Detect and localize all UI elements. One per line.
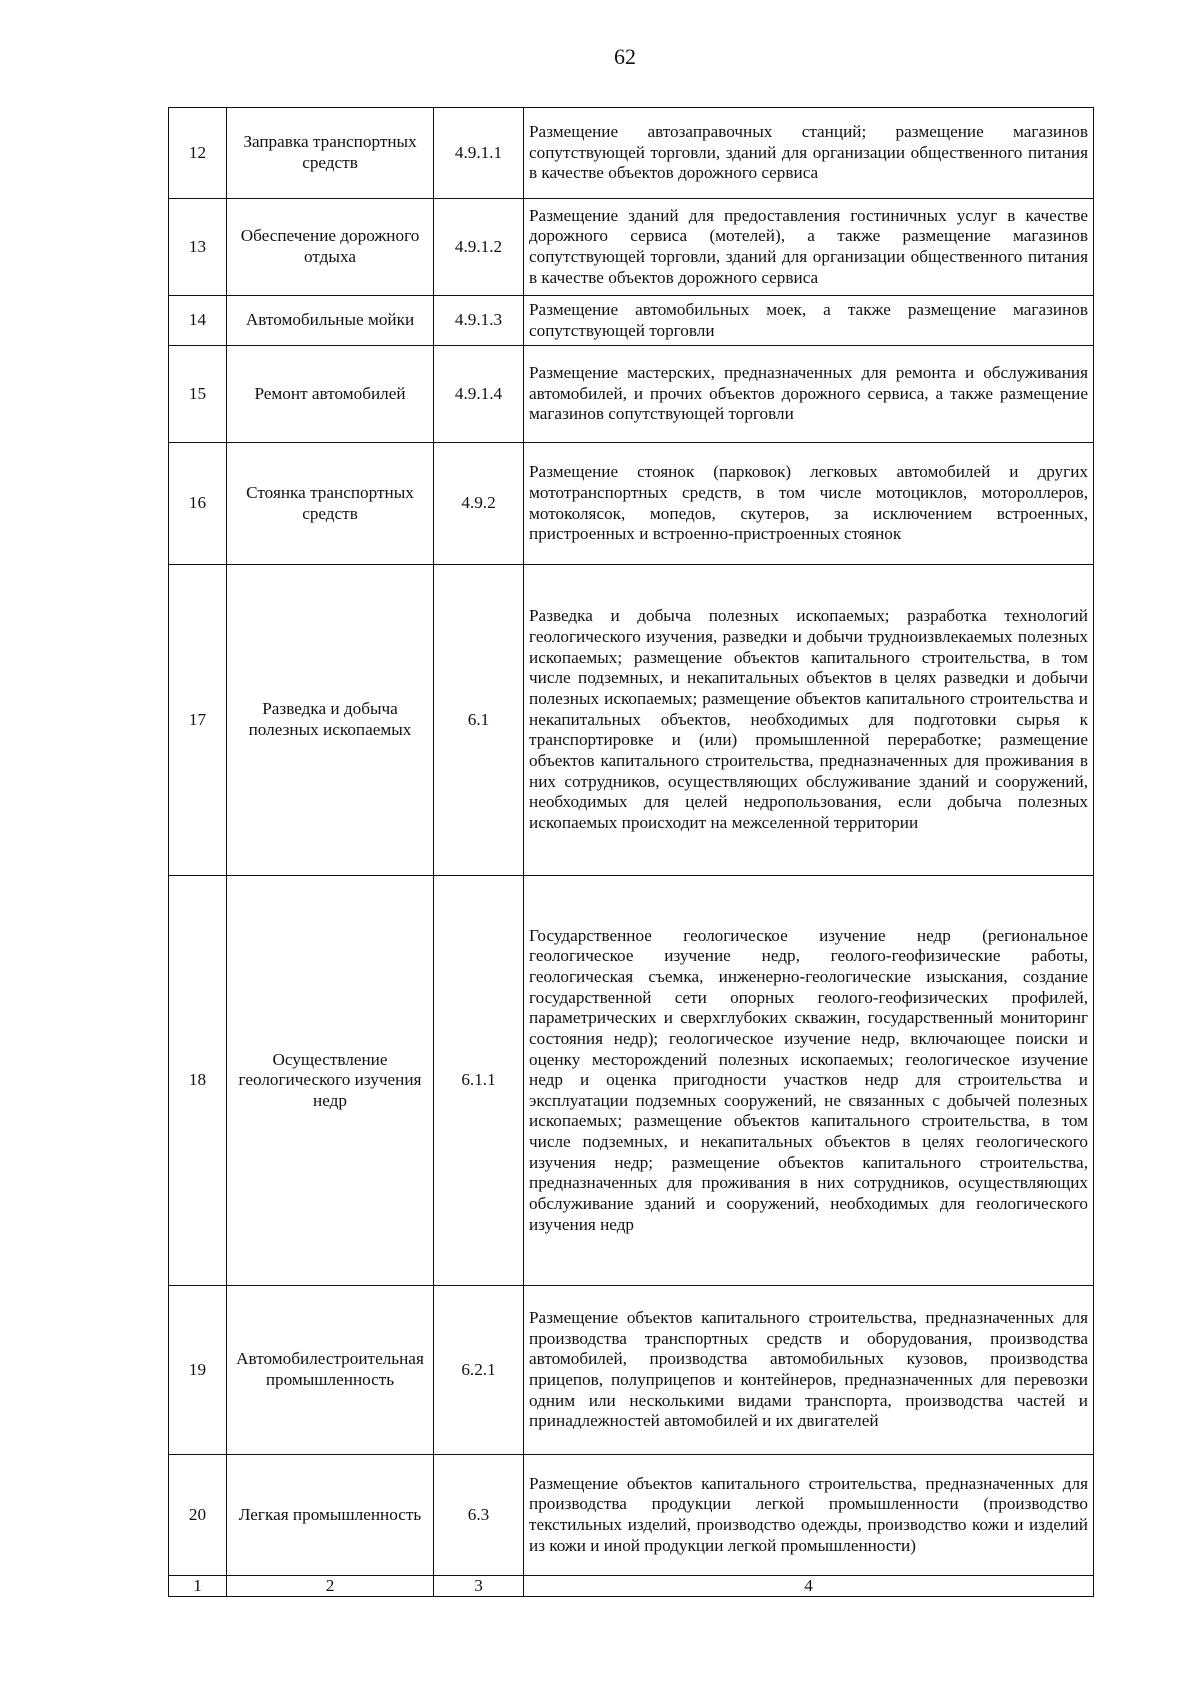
row-number: 19 <box>169 1286 227 1455</box>
use-type-code: 4.9.2 <box>434 443 524 565</box>
use-type-description: Размещение автозаправочных станций; размещение магазинов сопутствующей торговли, зданий для организации общественного питания в качестве объектов дорожного сервиса <box>524 108 1094 199</box>
column-number: 2 <box>227 1576 434 1597</box>
use-type-code: 6.3 <box>434 1455 524 1576</box>
use-type-code: 6.1.1 <box>434 876 524 1286</box>
column-number: 1 <box>169 1576 227 1597</box>
row-number: 12 <box>169 108 227 199</box>
use-type-description: Размещение объектов капитального строительства, предназначенных для производства транспортных средств и оборудования, производства автомобилей, производства автомобильных кузовов, производства прицепов, полуприцепов и контейнеров, предназначенных для перевозки одним или несколькими видами транспорта, производства частей и принадлежностей автомобилей и их двигателей <box>524 1286 1094 1455</box>
use-type-code: 4.9.1.2 <box>434 199 524 296</box>
column-number: 4 <box>524 1576 1094 1597</box>
use-type-name: Стоянка транспортных средств <box>227 443 434 565</box>
table-row <box>169 346 1094 443</box>
row-number: 13 <box>169 199 227 296</box>
row-number: 17 <box>169 565 227 876</box>
use-type-code: 6.2.1 <box>434 1286 524 1455</box>
use-type-name: Заправка транспортных средств <box>227 108 434 199</box>
use-type-name: Автомобилестроительная промышленность <box>227 1286 434 1455</box>
table-row <box>169 108 1094 199</box>
use-type-name: Ремонт автомобилей <box>227 346 434 443</box>
table-row <box>169 443 1094 565</box>
table-row <box>169 1286 1094 1455</box>
column-number-row <box>169 1576 1094 1597</box>
row-number: 14 <box>169 296 227 346</box>
use-type-description: Размещение объектов капитального строительства, предназначенных для производства продукции легкой промышленности (производство текстильных изделий, производство одежды, производство кожи и изделий из кожи и иной продукции легкой промышленности) <box>524 1455 1094 1576</box>
use-type-name: Разведка и добыча полезных ископаемых <box>227 565 434 876</box>
use-type-description: Размещение мастерских, предназначенных для ремонта и обслуживания автомобилей, и прочих объектов дорожного сервиса, а также размещение магазинов сопутствующей торговли <box>524 346 1094 443</box>
row-number: 20 <box>169 1455 227 1576</box>
use-type-code: 6.1 <box>434 565 524 876</box>
row-number: 15 <box>169 346 227 443</box>
table-row <box>169 1455 1094 1576</box>
use-type-code: 4.9.1.3 <box>434 296 524 346</box>
land-use-table <box>168 107 1094 1597</box>
use-type-name: Автомобильные мойки <box>227 296 434 346</box>
use-type-description: Размещение зданий для предоставления гостиничных услуг в качестве дорожного сервиса (мотелей), а также размещение магазинов сопутствующей торговли, зданий для организации общественного питания в качестве объектов дорожного сервиса <box>524 199 1094 296</box>
table-row <box>169 876 1094 1286</box>
table-row <box>169 199 1094 296</box>
use-type-name: Легкая промышленность <box>227 1455 434 1576</box>
use-type-name: Осуществление геологического изучения недр <box>227 876 434 1286</box>
use-type-code: 4.9.1.1 <box>434 108 524 199</box>
row-number: 16 <box>169 443 227 565</box>
use-type-name: Обеспечение дорожного отдыха <box>227 199 434 296</box>
use-type-description: Размещение стоянок (парковок) легковых автомобилей и других мототранспортных средств, в том числе мотоциклов, мотороллеров, мотоколясок, мопедов, скутеров, за исключением встроенных, пристроенных и встроенно-пристроенных стоянок <box>524 443 1094 565</box>
use-type-code: 4.9.1.4 <box>434 346 524 443</box>
use-type-description: Разведка и добыча полезных ископаемых; разработка технологий геологического изучения, разведки и добычи трудноизвлекаемых полезных ископаемых; размещение объектов капитального строительства, в том числе подземных, и некапитальных объектов в целях разведки и добычи полезных ископаемых; размещение объектов капитального строительства и некапитальных объектов, необходимых для подготовки сырья к транспортировке и (или) промышленной переработке; размещение объектов капитального строительства, предназначенных для проживания в них сотрудников, осуществляющих обслуживание зданий и сооружений, необходимых для целей недропользования, если добыча полезных ископаемых происходит на межселенной территории <box>524 565 1094 876</box>
column-number: 3 <box>434 1576 524 1597</box>
use-type-description: Размещение автомобильных моек, а также размещение магазинов сопутствующей торговли <box>524 296 1094 346</box>
table-row <box>169 296 1094 346</box>
table-row <box>169 565 1094 876</box>
page-number: 62 <box>614 44 636 69</box>
use-type-description: Государственное геологическое изучение недр (региональное геологическое изучение недр, геолого-геофизические работы, геологическая съемка, инженерно-геологические изыскания, создание государственной сети опорных геолого-геофизических профилей, параметрических и сверхглубоких скважин, государственный мониторинг состояния недр); геологическое изучение недр, включающее поиски и оценку месторождений полезных ископаемых; геологическое изучение недр и оценка пригодности участков недр для строительства и эксплуатации подземных сооружений, не связанных с добычей полезных ископаемых; размещение объектов капитального строительства, в том числе подземных, и некапитальных объектов в целях геологического изучения недр; размещение объектов капитального строительства, предназначенных для проживания в них сотрудников, осуществляющих обслуживание зданий и сооружений, необходимых для геологического изучения недр <box>524 876 1094 1286</box>
row-number: 18 <box>169 876 227 1286</box>
